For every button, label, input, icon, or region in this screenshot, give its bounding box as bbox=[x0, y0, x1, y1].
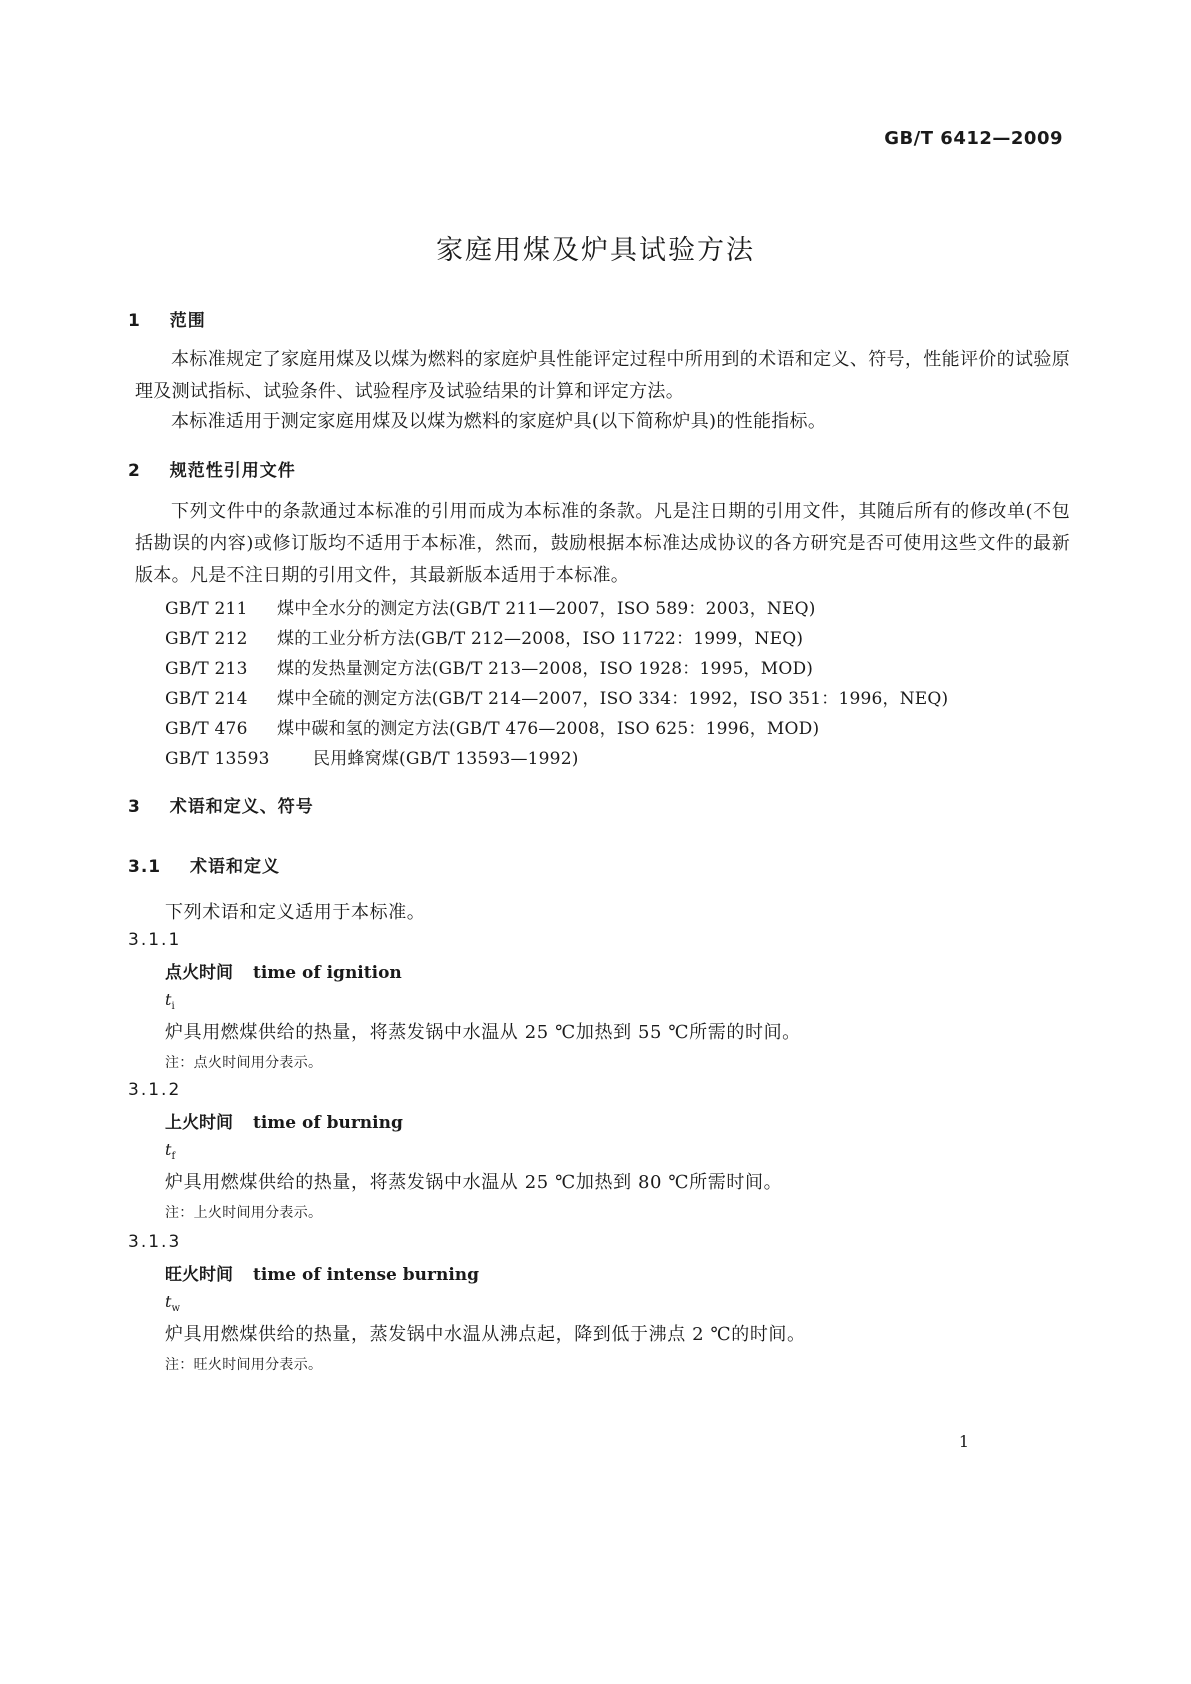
term-heading bbox=[165, 958, 402, 983]
reference-item bbox=[165, 714, 819, 739]
reference-item bbox=[165, 744, 579, 769]
reference-code: GB/T 213 bbox=[165, 659, 248, 679]
term-number: 3.1.3 bbox=[128, 1232, 182, 1252]
subsection-number: 3.1 bbox=[128, 857, 162, 877]
term-number: 3.1.1 bbox=[128, 930, 182, 950]
document-title: 家庭用煤及炉具试验方法 bbox=[436, 235, 755, 266]
term-symbol: $t_w$ bbox=[165, 1292, 180, 1315]
section-number: 1 bbox=[128, 311, 141, 331]
term-note: 注：上火时间用分表示。 bbox=[165, 1205, 323, 1221]
term-heading bbox=[165, 1108, 403, 1133]
reference-code: GB/T 212 bbox=[165, 629, 248, 649]
reference-item bbox=[165, 684, 948, 709]
section-2-heading bbox=[128, 456, 296, 481]
reference-title: 民用蜂窝煤(GB/T 13593—1992) bbox=[313, 749, 579, 769]
reference-code: GB/T 476 bbox=[165, 719, 248, 739]
reference-code: GB/T 13593 bbox=[165, 749, 270, 769]
section-title: 术语和定义、符号 bbox=[169, 797, 314, 817]
reference-code: GB/T 211 bbox=[165, 599, 248, 619]
subsection-intro: 下列术语和定义适用于本标准。 bbox=[165, 902, 426, 923]
term-chinese: 上火时间 bbox=[165, 1113, 233, 1133]
section-1-paragraph-1: 本标准规定了家庭用煤及以煤为燃料的家庭炉具性能评定过程中所用到的术语和定义、符号，性能评价的试验原理及测试指标、试验条件、试验程序及试验结果的计算和评定方法。 bbox=[135, 349, 1070, 402]
section-title: 规范性引用文件 bbox=[169, 461, 296, 481]
reference-title: 煤的工业分析方法(GB/T 212—2008，ISO 11722：1999，NEQ) bbox=[277, 629, 804, 649]
standard-number: GB/T 6412—2009 bbox=[884, 128, 1063, 149]
reference-code: GB/T 214 bbox=[165, 689, 248, 709]
section-number: 3 bbox=[128, 797, 141, 817]
term-english: time of ignition bbox=[253, 963, 402, 983]
term-note: 注：点火时间用分表示。 bbox=[165, 1055, 323, 1071]
section-title: 范围 bbox=[169, 311, 206, 331]
term-symbol: $t_f$ bbox=[165, 1140, 176, 1163]
section-number: 2 bbox=[128, 461, 141, 481]
section-1-heading bbox=[128, 306, 206, 331]
term-definition: 炉具用燃煤供给的热量，将蒸发锅中水温从 25 ℃加热到 55 ℃所需的时间。 bbox=[165, 1022, 801, 1043]
reference-title: 煤中碳和氢的测定方法(GB/T 476—2008，ISO 625：1996，MOD) bbox=[277, 719, 820, 739]
section-1-paragraph-2: 本标准适用于测定家庭用煤及以煤为燃料的家庭炉具(以下简称炉具)的性能指标。 bbox=[171, 411, 827, 432]
term-number: 3.1.2 bbox=[128, 1080, 182, 1100]
term-heading bbox=[165, 1260, 479, 1285]
term-english: time of intense burning bbox=[253, 1265, 480, 1285]
section-2-paragraph-1: 下列文件中的条款通过本标准的引用而成为本标准的条款。凡是注日期的引用文件，其随后所有的修改单(不包括勘误的内容)或修订版均不适用于本标准，然而，鼓励根据本标准达成协议的各方研究是否可使用这些文件的最新版本。凡是不注日期的引用文件，其最新版本适用于本标准。 bbox=[135, 501, 1070, 586]
reference-item bbox=[165, 624, 803, 649]
subsection-title: 术语和定义 bbox=[190, 857, 281, 877]
reference-item bbox=[165, 654, 813, 679]
term-definition: 炉具用燃煤供给的热量，蒸发锅中水温从沸点起，降到低于沸点 2 ℃的时间。 bbox=[165, 1324, 806, 1345]
reference-title: 煤中全硫的测定方法(GB/T 214—2007，ISO 334：1992，ISO 351：1996，NEQ) bbox=[277, 689, 949, 709]
reference-title: 煤中全水分的测定方法(GB/T 211—2007，ISO 589：2003，NEQ) bbox=[277, 599, 816, 619]
section-3-heading bbox=[128, 792, 314, 817]
reference-item bbox=[165, 594, 816, 619]
reference-title: 煤的发热量测定方法(GB/T 213—2008，ISO 1928：1995，MOD) bbox=[277, 659, 814, 679]
term-symbol: $t_i$ bbox=[165, 990, 175, 1013]
page-number: 1 bbox=[958, 1432, 969, 1451]
term-note: 注：旺火时间用分表示。 bbox=[165, 1357, 323, 1373]
term-english: time of burning bbox=[253, 1113, 403, 1133]
term-chinese: 点火时间 bbox=[165, 963, 233, 983]
term-chinese: 旺火时间 bbox=[165, 1265, 233, 1285]
term-definition: 炉具用燃煤供给的热量，将蒸发锅中水温从 25 ℃加热到 80 ℃所需时间。 bbox=[165, 1172, 783, 1193]
subsection-3-1-heading bbox=[128, 852, 280, 877]
